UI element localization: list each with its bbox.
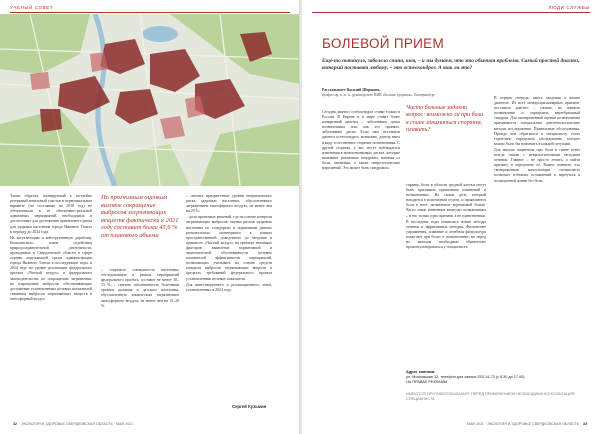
article-author: Сергей Кузьмин [232,404,267,409]
page-number: 32 [13,422,17,426]
paragraph: В первую очередь, иметь сведения о вашем диагнозе. Из всех междисциплинарных приемов, поставить диагноз – сложно, но оценить позвоночник и определить вертебральный синдром. Для своевременной оценки позвоночника применяются специальные рентгенологические методы исследования. Правильные обследования. Прежде чем обратиться к специалисту, стоит тщательно определить обследование, которое можно было бы назначить в каждой ситуации. [494,96,580,146]
clinic-address [406,370,526,385]
footer-text: МАЙ 2021 · ЭКОЛОГИЯ И ЗДОРОВЬЕ СВЕРДЛОВСКАЯ ОБЛАСТЬ [466,422,579,426]
paragraph: На актуализацию и конструктивную доработку Комплексного плана содействия природоохранительной деятельности, проводимых в Свердловской области в сфере охраны окружающей среды администрации города Нижнего Тагила в последующие годы, в 2024 году на уровне реализации федерального проекта «Чистый воздух» и федерального законодательства по сокращению загрязнения, по сокращению выбросов, обеспечивающих достижение установленных целевых показателей снижения выбросов загрязняющих веществ в атмосферный воздух. [10,235,92,301]
paragraph: – снизить приоритетные уровни неприемлемого риска здоровью населения, обусловленного загрязнением атмосферного воздуха, не менее чем на 20 %; [186,194,272,214]
pull-quote: По прогнозным оценкам валовое сокращение выбросов загрязняющих веществ фактически к 2021 году составит более 45,6 % от планового объема [101,194,179,239]
paragraph: Сегодня диагноз остеохондроз ставят только в России. В Европе и в мире ставят более конкретный диагноз – заболевание диска позвоночника или, как это принято, заболевание диска. Если нам поставили диагноз остеохондроз, возможно, доктор имел в виду естественное старение позвоночника. С другой стороны, у вас могут наблюдаться изменения в межпозвонковых дисках, которые вызывают различные синдромы, начиная от боли, онемения, а также неврологических нарушений. Это может быть синдромом. [322,110,400,171]
paragraph: Таким образом, планируемый к застройке резервный земельный участок в первоначальном варианте (по состоянию на 2018 год) не обеспечивали в ее объективно-реальной адекватных мероприятий, необходимых и достаточных для достижения приемлемого риска для здоровья населения города Нижнего Тагила к периоду до 2024 года. [10,194,92,234]
address-text: ул. Московская 12, телефон для записи 253-14-73 (с 8.30 до 17.00) [406,375,525,379]
article-column-1 [322,110,400,172]
article-lede: Еще-то потянуло, заболела спина, шея, – и мы думаем, что это обычная проблема. Самый простой диагноз, который поставят любому, – это остеохондроз. А так ли это? [322,58,580,71]
header-rule [312,12,590,13]
section-rubric: УЧЕНЫЙ СОВЕТ [10,5,54,10]
disclaimer: ИМЕЮТСЯ ПРОТИВОПОКАЗАНИЯ. ПЕРЕД ПРИМЕНЕНИЕМ НЕОБХОДИМА КОНСУЛЬТАЦИЯ СПЕЦИАЛИСТА [406,392,575,401]
section-rubric: ЛЮДИ СЛУЖБЫ [548,5,590,10]
byline-name: Рассказывает Василий Шершнев, [322,88,381,92]
paragraph: В последние годы появились новые методы лечения и эффективных методик. Физические упражнения, плавание и лечебная физкультура помогают при болях в позвоночнике, но перед их началом необходимо обязательно проконсультироваться у специалиста. [406,219,486,250]
article-column-3 [494,96,580,185]
paragraph: Для инвестиционного и реализационного этапа, установленных в 2024 году. [186,282,272,292]
article-headline: БОЛЕВОЙ ПРИЕМ [322,36,444,51]
page-footer [10,422,290,430]
address-label: Адрес клиники: [406,370,436,374]
paragraph: справку, боли в области грудной клетки могут быть признаком проявления изменений в позвоночнике. На самом деле, который находится в поясничном отделе, и проявляются боли в ноге, называемые корешковой болью. Часто такие изменения нагрузки позвоночника – и это только одна причина, а не единственная. [406,183,486,218]
article-column-2: – сократить совокупность населения, обследованную в рамках мероприятий федерального проекта, составит не менее 10–15 %; – снизить заболеваемость болезнями органов дыхания и детского населения, обусловленную химическим загрязнением атмосферного воздуха, не менее чем на 15–20 %. [101,268,179,308]
page-footer [312,422,590,430]
right-page [302,0,600,434]
address-extra: НА ПРАВАХ РЕКЛАМЫ [406,380,448,384]
article-column-2 [406,183,486,251]
article-column-1 [10,194,92,303]
footer-text: ЭКОЛОГИЯ И ЗДОРОВЬЕ СВЕРДЛОВСКАЯ ОБЛАСТЬ · МАЙ 2021 [21,422,134,426]
pull-quote: Часто больные задают вопрос: возможно ли при боли в спине заниматься спортом, плавать? [406,105,484,133]
byline [322,88,472,97]
header-rule [10,12,290,13]
byline-role: профессор, к. м. н., руководитель НИИ «Больше здоровья», Екатеринбург [322,92,435,97]
pollution-zone-map [0,14,300,186]
page-number: 33 [583,422,587,426]
paragraph: – доля проектных решений, где на основе контроля загрязняющих выбросов; оценка рисков здоровью населения по стандартам и нормативам данных регионального мониторинга в рамках пространственной, доведенного до сведения и принятого «Чистый воздух» на примере значимых факторов; выявление нормативной и экономической обоснованности целевых показателей эффективности мероприятий, позволяющих учитывать на основе средств контроля выбросов загрязняющих веществ в пределах требований федерального проекта установленные целевые показатели. [186,215,272,281]
article-column-3 [186,194,272,294]
paragraph: Для многих пациентов при боли в спине ответ всегда связан с неврологическими методами лечения. Главное – не просто лечить, а найти причину и определить ее. Важно помнить, что своевременная консультация специалиста позволяет избежать осложнений и вернуться к полноценной жизни без боли. [494,147,580,183]
